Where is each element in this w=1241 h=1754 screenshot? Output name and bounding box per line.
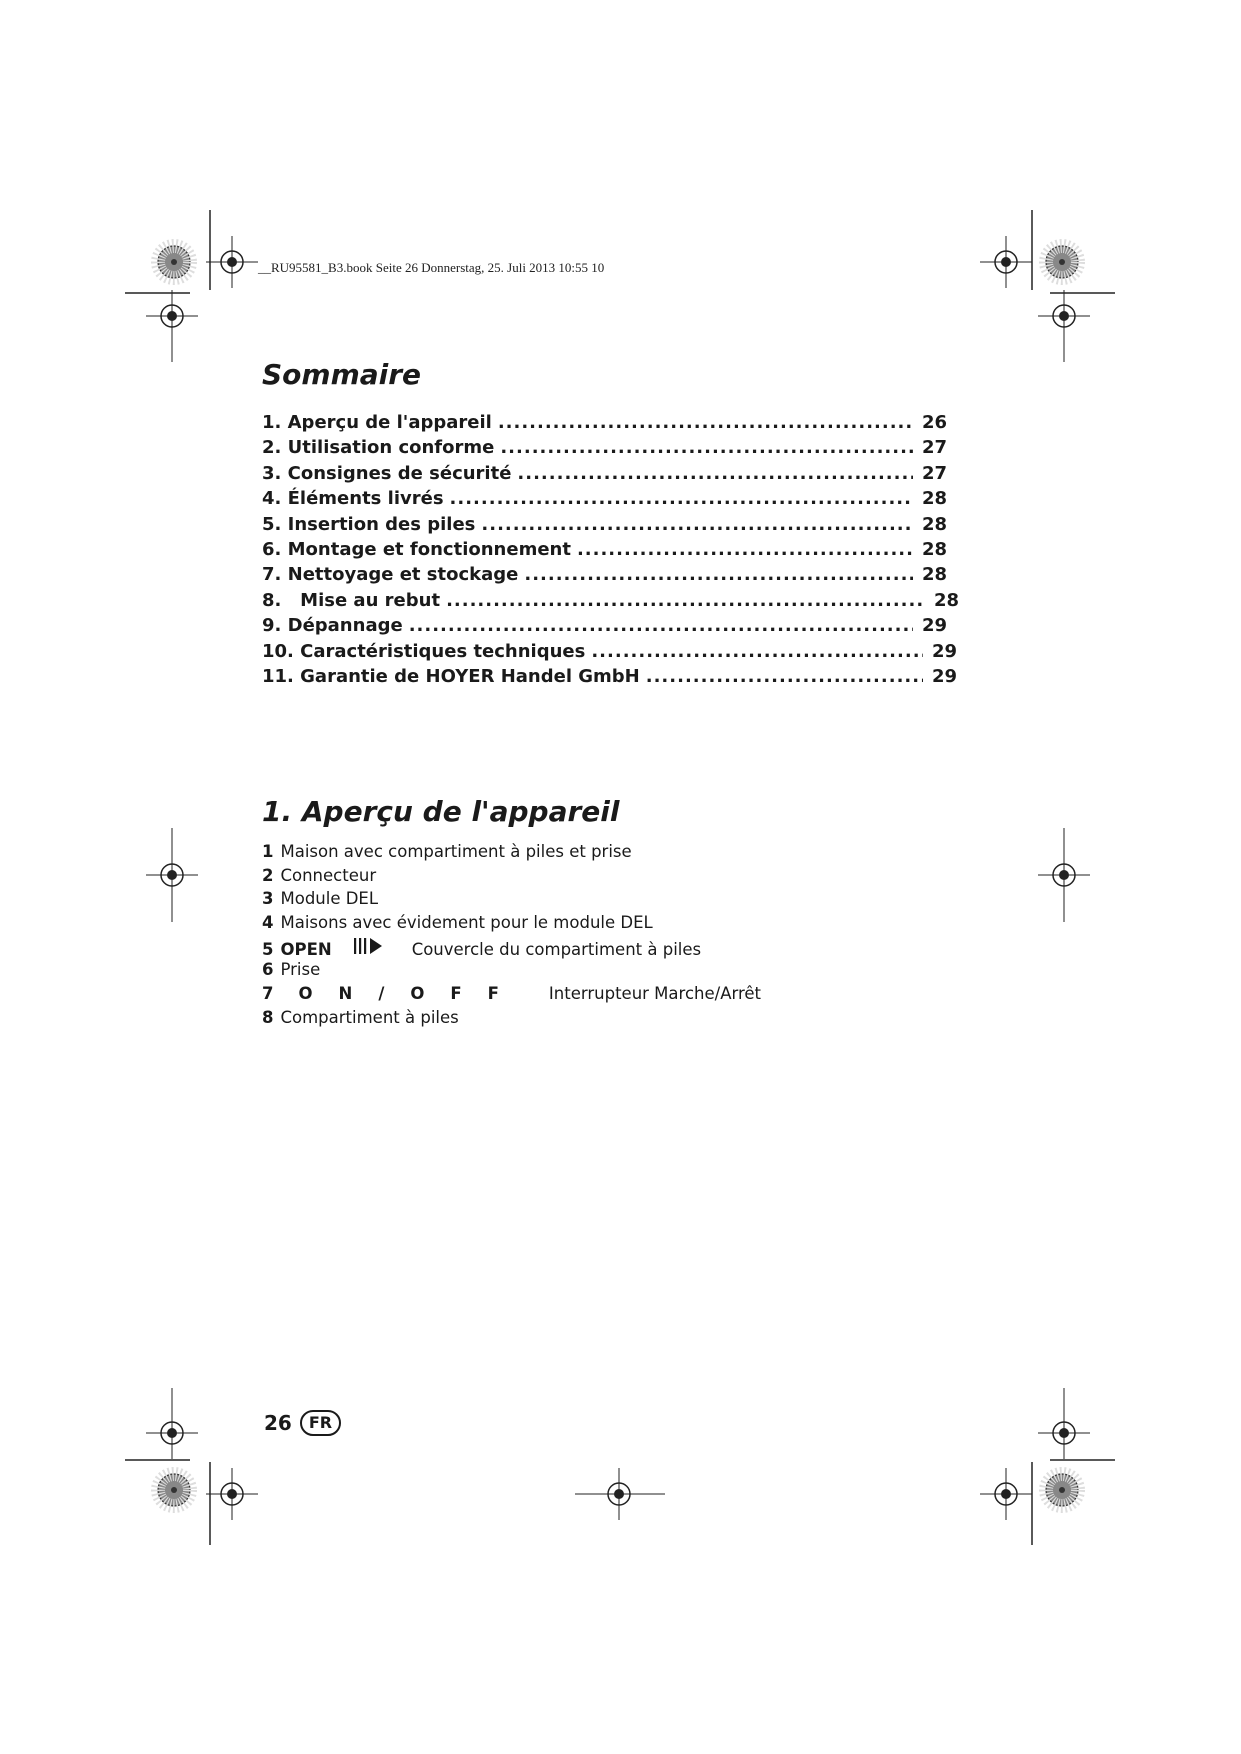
list-item: 1 Maison avec compartiment à piles et prise: [262, 842, 632, 861]
section-heading: 1. Aperçu de l'appareil: [262, 795, 620, 828]
list-item: 2 Connecteur: [262, 865, 377, 885]
registration-mark-icon: [206, 1468, 258, 1520]
registration-mark-icon: [158, 1474, 190, 1506]
open-arrow-icon: [352, 937, 392, 955]
file-header-line: __RU95581_B3.book Seite 26 Donnerstag, 25. Juli 2013 10:55 10: [258, 260, 605, 275]
toc-entry[interactable]: 7. Nettoyage et stockage ..... 28: [262, 564, 947, 589]
list-item: 3 Module DEL: [262, 889, 379, 909]
page-footer: [264, 1410, 341, 1436]
table-of-contents: [262, 412, 959, 691]
toc-entry[interactable]: 1. Aperçu de l'appareil ..... 26: [262, 412, 947, 437]
list-item: 7 ON/OFF Interrupteur Marche/Arrêt: [262, 984, 762, 1004]
page-number: 26: [264, 1411, 292, 1435]
registration-mark-icon: [1046, 246, 1078, 278]
toc-entry[interactable]: 6. Montage et fonctionnement ..... 28: [262, 539, 947, 564]
toc-entry[interactable]: 10. Caractéristiques techniques ..... 29: [262, 641, 957, 666]
toc-entry[interactable]: 9. Dépannage ..... 29: [262, 615, 947, 640]
registration-mark-icon: [980, 236, 1032, 288]
toc-entry[interactable]: 5. Insertion des piles ..... 28: [262, 514, 947, 539]
toc-entry[interactable]: 2. Utilisation conforme ..... 27: [262, 437, 947, 462]
registration-mark-icon: [206, 236, 258, 288]
registration-mark-icon: [980, 1468, 1032, 1520]
list-item: 8 Compartiment à piles: [262, 1007, 459, 1027]
registration-mark-icon: [1046, 1474, 1078, 1506]
language-badge: FR: [300, 1410, 341, 1436]
toc-entry[interactable]: 3. Consignes de sécurité ..... 27: [262, 463, 947, 488]
list-item: 4 Maisons avec évidement pour le module DEL: [262, 913, 653, 933]
list-item: 5 OPEN Couvercle du compartiment à piles: [262, 937, 962, 961]
toc-heading: Sommaire: [262, 358, 422, 391]
registration-mark-icon: [158, 246, 190, 278]
toc-entry[interactable]: 4. Éléments livrés ..... 28: [262, 488, 947, 513]
list-item: 6 Prise: [262, 960, 321, 980]
parts-list: [262, 842, 962, 1032]
toc-entry[interactable]: 8. Mise au rebut ..... 28: [262, 590, 959, 615]
toc-entry[interactable]: 11. Garantie de HOYER Handel GmbH ..... 29: [262, 666, 957, 691]
